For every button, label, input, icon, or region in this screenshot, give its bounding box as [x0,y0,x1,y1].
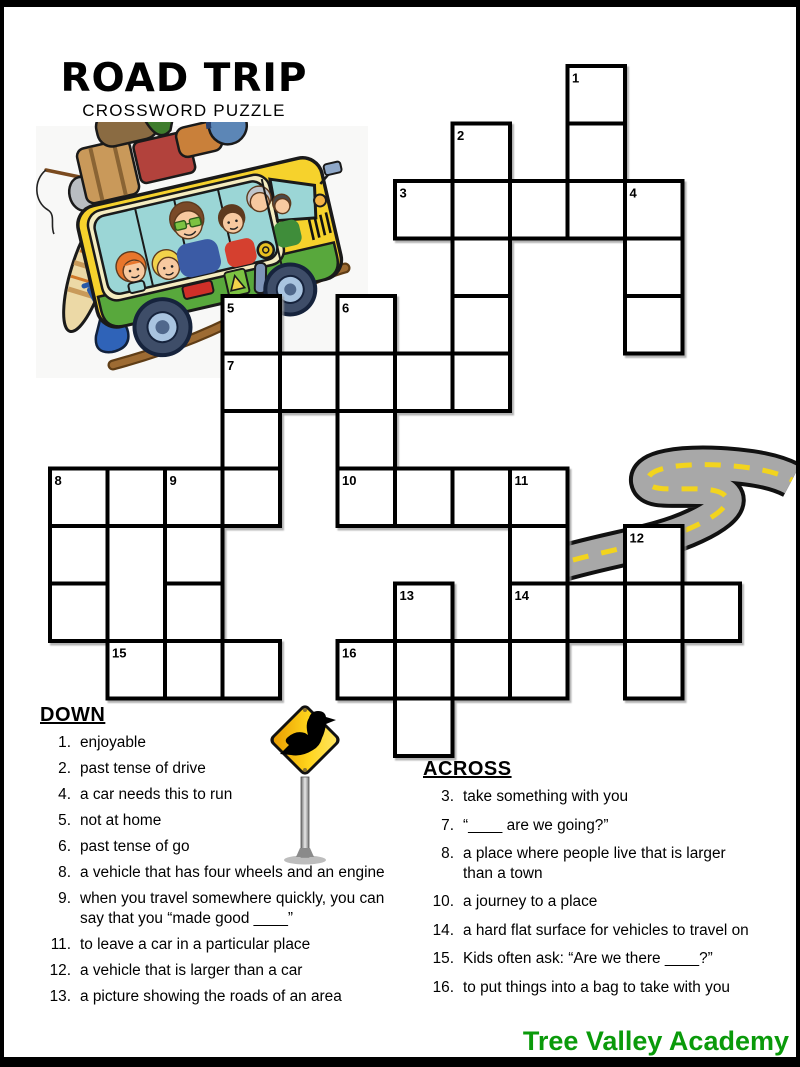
grid-clue-number: 7 [227,358,235,373]
clue-across-14 [423,921,795,941]
grid-clue-number: 5 [227,300,235,316]
grid-clue-number: 2 [457,128,465,143]
crossword-cell[interactable] [165,584,223,642]
clue-text: a vehicle that is larger than a car [80,961,303,979]
crossword-cell[interactable] [108,469,166,527]
clue-across-8 [423,844,795,883]
clue-down-5 [40,811,408,831]
crossword-cell[interactable] [510,526,568,584]
brand-watermark: Tree Valley Academy [522,1026,789,1056]
crossword-cell[interactable] [453,181,511,239]
clue-down-9 [40,889,408,928]
across-heading: ACROSS [423,758,512,780]
grid-clue-number: 12 [629,530,644,546]
crossword-cell[interactable] [510,641,568,699]
page-header [58,58,310,121]
clue-across-3 [423,787,795,807]
across-section [423,758,795,1006]
clue-down-2 [40,759,408,779]
clue-number: 5. [58,812,71,829]
crossword-cell[interactable] [338,354,396,412]
crossword-cell[interactable] [453,239,511,297]
clue-number: 10. [432,893,454,910]
down-heading: DOWN [40,704,106,726]
crossword-cell[interactable] [683,584,741,642]
clue-text: a journey to a place [463,893,598,910]
crossword-cell[interactable] [568,124,626,182]
clue-text: to put things into a bag to take with you [463,978,730,996]
clue-number: 16. [432,978,454,996]
clue-text: a place where people live that is larger than a town [463,845,726,882]
crossword-cell[interactable] [338,411,396,469]
clue-text: a picture showing the roads of an area [80,987,342,1005]
crossword-cell[interactable] [625,239,683,297]
clue-text: a hard flat surface for vehicles to travel on [463,921,749,939]
crossword-cell[interactable] [280,354,338,412]
clue-number: 11. [50,935,71,953]
clue-text: enjoyable [80,734,146,751]
clue-number: 8. [441,845,454,862]
clue-text: to leave a car in a particular place [80,935,311,953]
clue-down-1 [40,733,408,753]
clue-number: 7. [441,816,454,834]
clue-number: 6. [58,838,71,855]
grid-clue-number: 13 [399,588,414,603]
crossword-cell[interactable] [625,584,683,642]
clue-text: “____ are we going?” [463,816,609,834]
grid-clue-number: 8 [54,473,62,488]
crossword-cell[interactable] [625,296,683,354]
crossword-cell[interactable] [453,354,511,412]
clue-number: 13. [49,987,71,1005]
crossword-cell[interactable] [510,181,568,239]
clue-text: not at home [80,812,162,829]
clue-number: 9. [58,890,71,907]
clue-text: past tense of go [80,838,190,855]
crossword-cell[interactable] [453,469,511,527]
crossword-cell[interactable] [453,641,511,699]
crossword-cell[interactable] [568,584,626,642]
clue-down-11 [40,935,408,955]
crossword-cell[interactable] [568,181,626,239]
grid-clue-number: 1 [572,70,580,86]
clue-down-13 [40,987,408,1007]
clue-number: 3. [441,788,454,805]
grid-clue-number: 14 [514,588,529,603]
clue-down-8 [40,863,408,883]
clue-number: 15. [432,950,454,967]
grid-clue-number: 10 [342,473,357,488]
clue-number: 14. [432,921,454,939]
clue-across-16 [423,978,795,998]
clue-text: Kids often ask: “Are we there ____?” [463,950,713,967]
crossword-cell[interactable] [395,469,453,527]
clue-text: take something with you [463,788,629,805]
crossword-cell[interactable] [223,469,281,527]
clue-down-12 [40,961,408,981]
grid-clue-number: 11 [514,473,529,488]
clue-text: a vehicle that has four wheels and an engine [80,864,385,881]
clue-across-15 [423,949,795,969]
clue-down-4 [40,785,408,805]
clue-number: 4. [58,786,71,803]
crossword-cell[interactable] [453,296,511,354]
clue-number: 2. [58,760,71,777]
clue-text: when you travel somewhere quickly, you can say that you “made good ____” [80,890,385,927]
clue-text: past tense of drive [80,760,206,777]
clue-number: 12. [49,961,71,979]
grid-clue-number: 15 [112,645,127,661]
crossword-cell[interactable] [108,526,166,641]
crossword-cell[interactable] [625,641,683,699]
crossword-cell[interactable] [50,584,108,642]
grid-clue-number: 16 [342,645,357,661]
clue-across-7 [423,816,795,836]
grid-clue-number: 6 [342,300,350,316]
crossword-cell[interactable] [50,526,108,584]
clue-text: a car needs this to run [80,786,233,803]
page-subtitle: CROSSWORD PUZZLE [82,101,286,120]
crossword-cell[interactable] [223,411,281,469]
grid-clue-number: 3 [399,185,407,201]
grid-clue-number: 4 [629,185,637,201]
clue-down-6 [40,837,408,857]
clue-number: 1. [58,734,71,751]
down-section [40,704,408,1013]
clue-number: 8. [58,864,71,881]
crossword-cell[interactable] [395,641,453,699]
crossword-cell[interactable] [395,354,453,412]
crossword-cell[interactable] [165,641,223,699]
page-title: ROAD TRIP [60,56,308,101]
crossword-cell[interactable] [165,526,223,584]
clue-across-10 [423,892,795,912]
grid-clue-number: 9 [169,473,177,488]
